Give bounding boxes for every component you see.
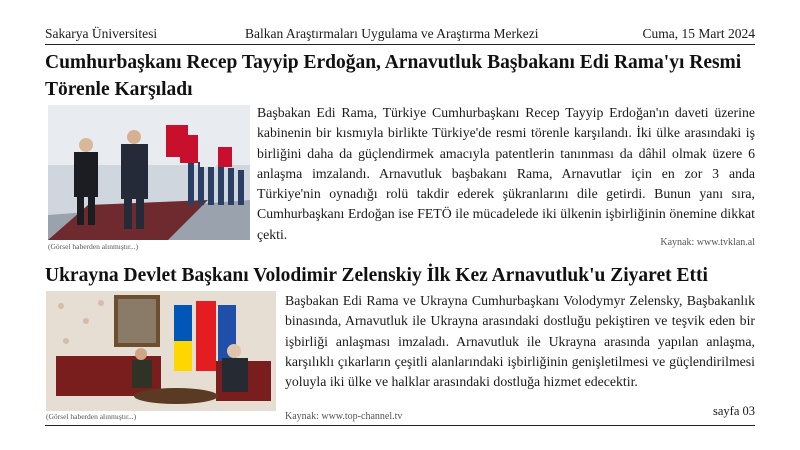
article-1-body: Başbakan Edi Rama, Türkiye Cumhurbaşkanı Recep Tayyip Erdoğan'ın daveti üzerine kabinenin bir kısmıyla birlikte Türkiye'de resmi törenle karşılandı. İki ülke arasındaki iş birliğini daha da güçlendirmek amacıyla patentlerin tanınması da dâhil olmak üzere 6 anlaşma imzalandı. Arnavutluk başbakanı Rama, Arnavutlar için en zor 3 anda Türkiye'nin oynadığı rolü takdir ederek şükranlarını dile getirdi. Bunun yanı sıra, Cumhurbaşkanı Erdoğan ise FETÖ ile mücadelede iki ülkenin işbirliğinin önemine dikkat çekti. — [257, 105, 755, 242]
page-header — [45, 24, 755, 45]
issue-date: Cuma, 15 Mart 2024 — [642, 26, 755, 41]
university-name: Sakarya Üniversitesi — [45, 26, 158, 41]
article-1-caption: (Görsel haberden alınmıştır...) — [48, 242, 139, 251]
article-2-caption: (Görsel haberden alınmıştır...) — [46, 412, 137, 421]
footer-divider — [45, 425, 755, 426]
article-2-source: Kaynak: www.top-channel.tv — [285, 411, 403, 422]
article-1-photo — [48, 105, 250, 240]
article-2-photo — [46, 291, 276, 411]
center-name: Balkan Araştırmaları Uygulama ve Araştırma Merkezi — [245, 26, 539, 41]
article-2-title: Ukrayna Devlet Başkanı Volodimir Zelenskiy İlk Kez Arnavutluk'u Ziyaret Etti — [45, 265, 708, 286]
page-number: sayfa 03 — [713, 404, 755, 418]
article-1-title: Cumhurbaşkanı Recep Tayyip Erdoğan, Arnavutluk Başbakanı Edi Rama'yı Resmi Törenle Karşıladı — [45, 52, 742, 100]
article-1-source: Kaynak: www.tvklan.al — [660, 237, 755, 248]
article-2-body: Başbakan Edi Rama ve Ukrayna Cumhurbaşkanı Volodymyr Zelensky, Başbakanlık binasında, Arnavutluk ile Ukrayna arasındaki dostluğu pekiştiren ve teşvik eden bir işbirliği anlaşması imzaladı. Arnavutluk ile Ukrayna arasında yapılan anlaşma, karşılıklı çıkarların çeşitli alanlarındaki işbirliğinin genişletilmesi ve güçlendirilmesi yoluyla iki ülke ve halklar arasındaki dostluğa hizmet edecektir. — [285, 293, 755, 390]
